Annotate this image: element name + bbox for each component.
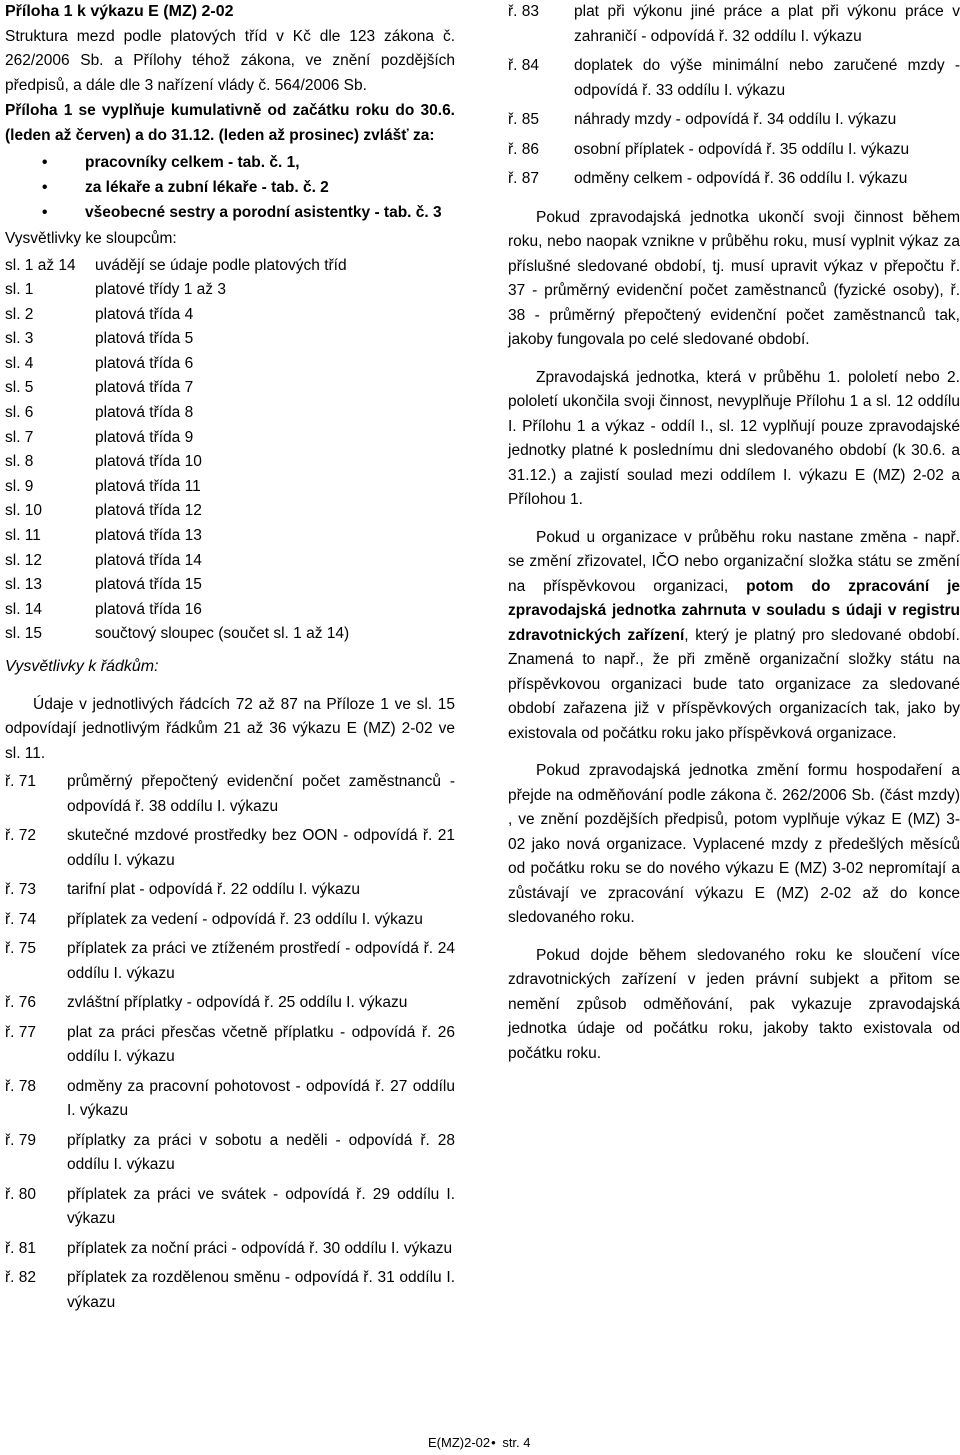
right-column [508, 0, 960, 1066]
paragraph-remuneration: Pokud zpravodajská jednotka změní formu hospodaření a přejde na odměňování podle zákona č. 262/2006 Sb. (část mzdy) , ve znění pozdějších předpisů, potom vyplňuje výkaz E (MZ) 3-02 jako nová organizace. Vyplacené mzdy z předešlých měsíců od počátku roku se do nového výkazu E (MZ) 3-02 nepromítají a zůstávají ve zpracování výkazu E (MZ) 2-02 až do konce sledovaného roku. [508, 762, 960, 926]
list-item: ř. 85 náhrady mzdy - odpovídá ř. 34 oddílu I. výkazu [508, 111, 897, 128]
list-item: ř. 76 zvláštní příplatky - odpovídá ř. 25 oddílu I. výkazu [5, 994, 408, 1011]
rows-list [5, 770, 455, 1315]
paragraph-half-year: Zpravodajská jednotka, která v průběhu 1. pololetí nebo 2. pololetí ukončila svoji činnost, nevyplňuje Přílohu 1 a sl. 12 oddílu I. Přílohu 1 a výkaz - oddíl I., sl. 12 vyplňují pouze zpravodajské jednotky platné k poslednímu dni sledovaného období (k 30.6. a 31.12.) a zajistí soulad mezi oddílem I. výkazu E (MZ) 2-02 a Přílohou 1. [508, 368, 960, 508]
list-item: ř. 82 příplatek za rozdělenou směnu - odpovídá ř. 31 oddílu I. výkazu [5, 1269, 455, 1311]
list-item: ř. 77 plat za práci přesčas včetně příplatku - odpovídá ř. 26 oddílu I. výkazu [5, 1023, 455, 1065]
list-item: ř. 80 příplatek za práci ve svátek - odpovídá ř. 29 oddílu I. výkazu [5, 1185, 455, 1227]
paragraph-merger: Pokud dojde během sledovaného roku ke sloučení více zdravotnických zařízení v jeden právní subjekt a přitom se nemění způsob odměňování, pak vykazuje zpravodajská jednotka údaje od počátku roku, jakoby takto existovala od počátku roku. [508, 946, 960, 1062]
list-item: sl. 4 platová třída 6 [5, 354, 194, 372]
list-item: sl. 10 platová třída 12 [5, 502, 202, 520]
bullet-icon: • [42, 179, 48, 196]
page-footer [428, 1435, 531, 1451]
document-title: Příloha 1 k výkazu E (MZ) 2-02 [5, 3, 234, 20]
bullet-icon: • [42, 204, 48, 221]
list-item: ř. 73 tarifní plat - odpovídá ř. 22 oddílu I. výkazu [5, 881, 360, 898]
list-item: ř. 84 doplatek do výše minimální nebo zaručené mzdy - odpovídá ř. 33 oddílu I. výkazu [508, 57, 960, 99]
list-item: ř. 72 skutečné mzdové prostředky bez OON - odpovídá ř. 21 oddílu I. výkazu [5, 827, 455, 869]
list-item: sl. 3 platová třída 5 [5, 330, 194, 348]
rows-intro-paragraph: Údaje v jednotlivých řádcích 72 až 87 na Příloze 1 ve sl. 15 odpovídají jednotlivým řádkům 21 až 36 výkazu E (MZ) 2-02 ve sl. 11. [5, 695, 455, 762]
list-item: sl. 9 platová třída 11 [5, 477, 201, 495]
list-item: ř. 78 odměny za pracovní pohotovost - odpovídá ř. 27 oddílu I. výkazu [5, 1077, 455, 1119]
list-item: sl. 2 platová třída 4 [5, 305, 194, 323]
columns-heading: Vysvětlivky ke sloupcům: [5, 230, 177, 247]
bullet-icon: • [42, 154, 48, 171]
list-item: ř. 79 příplatky za práci v sobotu a neděli - odpovídá ř. 28 oddílu I. výkazu [5, 1131, 455, 1173]
left-column [5, 0, 455, 1315]
list-item: sl. 5 platová třída 7 [5, 379, 194, 397]
list-item: sl. 14 platová třída 16 [5, 600, 202, 618]
intro-paragraph: Struktura mezd podle platových tříd v Kč dle 123 zákona č. 262/2006 Sb. a Přílohy téhož zákona, ve znění pozdějších předpisů, a dále dle 3 nařízení vlády č. 564/2006 Sb. [5, 27, 455, 94]
bullet-icon: • [491, 1435, 496, 1450]
rows-list-continued [508, 0, 960, 192]
list-item: • za lékaře a zubní lékaře - tab. č. 2 [5, 175, 455, 200]
paragraph-termination: Pokud zpravodajská jednotka ukončí svoji činnost během roku, nebo naopak vznikne v průběhu roku, musí vyplnit výkaz za příslušné sledované období, tj. musí upravit výkaz v přepočtu ř. 37 - průměrný evidenční počet zaměstnanců (fyzické osoby), ř. 38 - průměrný přepočtený evidenční počet zaměstnanců tak, jakoby fungovala po celé sledované období. [508, 208, 960, 348]
list-item: sl. 8 platová třída 10 [5, 453, 202, 471]
list-item: sl. 15 součtový sloupec (součet sl. 1 až 14) [5, 625, 350, 643]
list-item: ř. 81 příplatek za noční práci - odpovídá ř. 30 oddílu I. výkazu [5, 1239, 453, 1257]
fill-rule-paragraph: Příloha 1 se vyplňuje kumulativně od začátku roku do 30.6. (leden až červen) a do 31.12. (leden až prosinec) zvlášť za: [5, 102, 455, 144]
list-item: sl. 1 platové třídy 1 až 3 [5, 281, 226, 299]
list-item: ř. 71 průměrný přepočtený evidenční počet zaměstnanců - odpovídá ř. 38 oddílu I. výkazu [5, 773, 455, 815]
list-item: sl. 1 až 14 uvádějí se údaje podle platových tříd [5, 256, 347, 274]
list-item: sl. 13 platová třída 15 [5, 576, 202, 594]
page-number: str. 4 [502, 1435, 531, 1450]
form-code: E(MZ)2-02 [428, 1435, 491, 1450]
table-list [5, 150, 455, 225]
rows-heading: Vysvětlivky k řádkům: [5, 658, 159, 675]
list-item: sl. 11 platová třída 13 [5, 527, 202, 545]
list-item: ř. 74 příplatek za vedení - odpovídá ř. 23 oddílu I. výkazu [5, 910, 423, 928]
list-item: ř. 83 plat při výkonu jiné práce a plat při výkonu práce v zahraničí - odpovídá ř. 32 oddílu I. výkazu [508, 3, 960, 45]
list-item: ř. 75 příplatek za práci ve ztíženém prostředí - odpovídá ř. 24 oddílu I. výkazu [5, 940, 455, 982]
list-item: ř. 87 odměny celkem - odpovídá ř. 36 oddílu I. výkazu [508, 170, 908, 187]
list-item: • pracovníky celkem - tab. č. 1, [5, 150, 455, 175]
list-item: • všeobecné sestry a porodní asistentky - tab. č. 3 [5, 200, 455, 225]
list-item: ř. 86 osobní příplatek - odpovídá ř. 35 oddílu I. výkazu [508, 140, 910, 158]
list-item: sl. 7 platová třída 9 [5, 428, 194, 446]
list-item: sl. 12 platová třída 14 [5, 551, 202, 569]
paragraph-change: Pokud u organizace v průběhu roku nastane změna - např. se změní zřizovatel, IČO nebo organizační složka státu se změní na příspěvkovou organizaci, potom do zpracování je zpravodajská jednotka zahrnuta v souladu s údaji v registru zdravotnických zařízení, který je platný pro sledované období. Znamená to např., že při změně organizační složky státu na příspěvkovou organizaci bude tato organizace za sledované období zařazena již v příspěvkových organizacích tak, jako by existovala od počátku roku jako příspěvková organizace. [508, 528, 960, 742]
columns-list [5, 254, 455, 648]
list-item: sl. 6 platová třída 8 [5, 404, 194, 422]
